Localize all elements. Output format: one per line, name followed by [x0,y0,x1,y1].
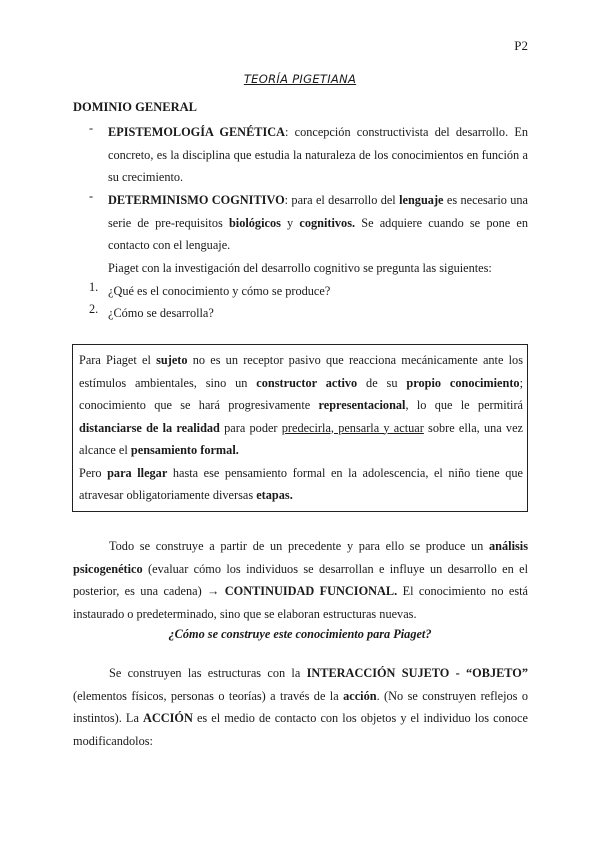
bold-term: biológicos [228,215,281,230]
text-run: . (No se construyen reflejos o instintos). La [73,688,528,725]
piaget-intro: Piaget con la investigación del desarrollo cognitivo se pregunta las siguientes: [108,261,492,275]
underlined-text: predecirla, pensarla y actuar [281,420,424,435]
bullet-term: DETERMINISMO COGNITIVO [108,193,285,207]
bullet-term: EPISTEMOLOGÍA GENÉTICA [108,125,286,139]
bold-term: etapas. [256,488,293,502]
bullet-text: : concepción constructivista del desarrollo. En concreto, es la disciplina que estudia la naturaleza de los conocimientos en función a su crecimiento. [108,125,528,184]
bullet-text: Se adquiere cuando se pone en contacto con el lenguaje. [108,215,528,252]
bold-term: sujeto [156,353,188,367]
text-run: (elementos físicos, personas o teorías) a través de la [73,688,344,703]
summary-box [72,344,528,512]
text-run: (evaluar cómo los individuos se desarrollan e influye un desarrollo en el posterior, es una cadena) → [73,561,528,598]
bullet-marker: - [89,189,94,203]
text-run: no es un receptor pasivo que reacciona mecánicamente ante los estímulos ambientales, sino un [79,353,523,390]
body-paragraph-2 [73,662,528,752]
text-run: ; conocimiento que se hará progresivamente [79,375,523,412]
text-run: Todo se construye a partir de un precedente y para ello se produce un [109,539,490,553]
bold-term: lenguaje [399,193,444,207]
bold-term: constructor activo [256,375,358,390]
text-run: hasta ese pensamiento formal en la adolescencia, el niño tiene que atravesar obligatoriamente diversas [79,465,523,502]
text-run: es el medio de contacto con los objetos y el individuo los conoce modificandolos: [73,711,528,748]
text-run: sobre ella, una vez alcance el [79,420,523,457]
text-run: de su [357,375,407,390]
bold-term: representacional [318,398,406,412]
question-number: 1. [89,280,99,294]
bullet-text: : para el desarrollo del [284,193,400,207]
text-run: Pero [79,465,108,480]
bullet-text: y [280,215,300,230]
text-run: , lo que le permitirá [405,398,523,412]
text-run: Para Piaget el [79,353,157,367]
bullet-text: es necesario una serie de pre-requisitos [108,193,528,230]
box-paragraph-1 [79,349,523,462]
text-run: para poder [219,420,282,435]
body-paragraph-1 [73,535,528,625]
box-paragraph-2 [79,462,523,507]
bold-term: análisis psicogenético [73,539,528,576]
bullet-marker: - [89,121,94,135]
bold-term: INTERACCIÓN SUJETO - “OBJETO” [306,666,528,680]
bold-term: distanciarse de la realidad [79,420,220,435]
bold-term: ACCIÓN [142,711,193,725]
bold-term: pensamiento formal. [130,443,239,457]
bold-term: acción [343,688,377,703]
bold-term: CONTINUIDAD FUNCIONAL. [224,584,398,598]
bold-term: para llegar [107,465,168,480]
bold-term: cognitivos. [299,215,356,230]
section-heading: DOMINIO GENERAL [73,100,197,114]
question-item: ¿Cómo se desarrolla? [108,306,214,320]
question-number: 2. [89,302,99,316]
bold-term: propio conocimiento [406,375,520,390]
question-heading: ¿Cómo se construye este conocimiento para Piaget? [168,627,432,641]
page-number: P2 [514,38,528,53]
document-title: TEORÍA PIGETIANA [243,72,357,86]
text-run: El conocimiento no está instaurado o predeterminado, sino que se elaboran estructuras nuevas. [73,584,529,621]
bullet-epistemologia [108,121,528,189]
text-run: Se construyen las estructuras con la [109,666,307,680]
bullet-determinismo [108,189,528,257]
question-item: ¿Qué es el conocimiento y cómo se produce? [108,284,331,298]
